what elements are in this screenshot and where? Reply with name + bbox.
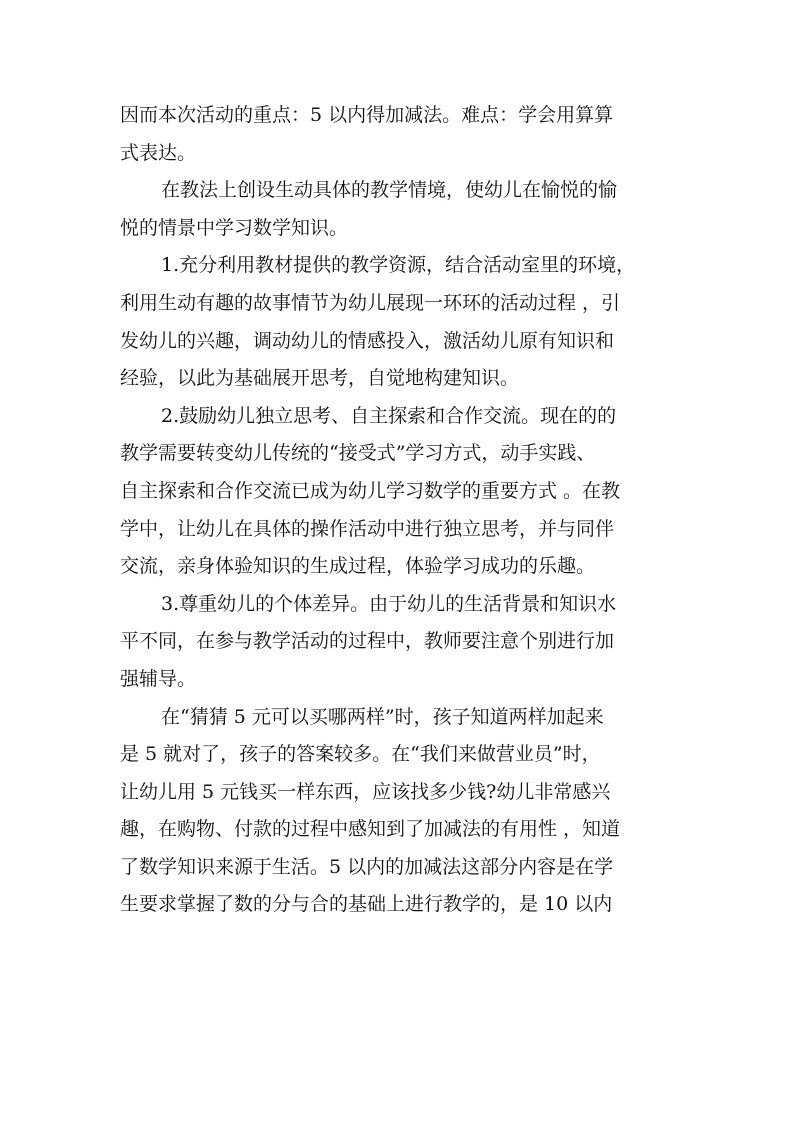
text-line: 生要求掌握了数的分与合的基础上进行教学的，是 10 以内: [120, 893, 613, 916]
text-line: 学中，让幼儿在具体的操作活动中进行独立思考，并与同伴: [120, 517, 615, 540]
text-line: 让幼儿用 5 元钱买一样东西，应该找多少钱?幼儿非常感兴: [120, 780, 611, 803]
text-line: 在教法上创设生动具体的教学情境，使幼儿在愉悦的愉: [161, 179, 618, 202]
text-line: 强辅导。: [120, 667, 197, 690]
text-line: 3.尊重幼儿的个体差异。由于幼儿的生活背景和知识水: [161, 592, 617, 615]
text-line: 利用生动有趣的故事情节为幼儿展现一环环的活动过程 ，引: [120, 291, 621, 314]
text-line: 自主探索和合作交流已成为幼儿学习数学的重要方式 。在教: [120, 479, 621, 502]
text-line: 了数学知识来源于生活。5 以内的加减法这部分内容是在学: [120, 855, 614, 878]
text-line: 是 5 就对了，孩子的答案较多。在“我们来做营业员”时，: [120, 743, 601, 766]
text-line: 经验，以此为基础展开思考，自觉地构建知识。: [120, 367, 520, 390]
text-line: 因而本次活动的重点：5 以内得加减法。难点：学会用算算: [120, 104, 614, 126]
text-line: 在“猜猜 5 元可以买哪两样”时，孩子知道两样加起来: [161, 705, 604, 728]
text-line: 2.鼓励幼儿独立思考、自主探索和合作交流。现在的的: [161, 404, 617, 427]
text-line: 1.充分利用教材提供的教学资源，结合活动室里的环境，: [161, 254, 636, 277]
text-line: 发幼儿的兴趣，调动幼儿的情感投入，激活幼儿原有知识和: [120, 329, 615, 352]
text-line: 教学需要转变幼儿传统的“接受式”学习方式，动手实践、: [120, 442, 596, 465]
text-line: 平不同，在参与教学活动的过程中，教师要注意个别进行加: [120, 630, 615, 653]
text-line: 趣，在购物、付款的过程中感知到了加减法的有用性 ，知道: [120, 818, 621, 841]
document-body: [120, 97, 680, 924]
text-line: 悦的情景中学习数学知识。: [120, 216, 349, 239]
text-line: 式表达。: [120, 141, 197, 164]
text-line: 交流，亲身体验知识的生成过程，体验学习成功的乐趣。: [120, 555, 596, 578]
